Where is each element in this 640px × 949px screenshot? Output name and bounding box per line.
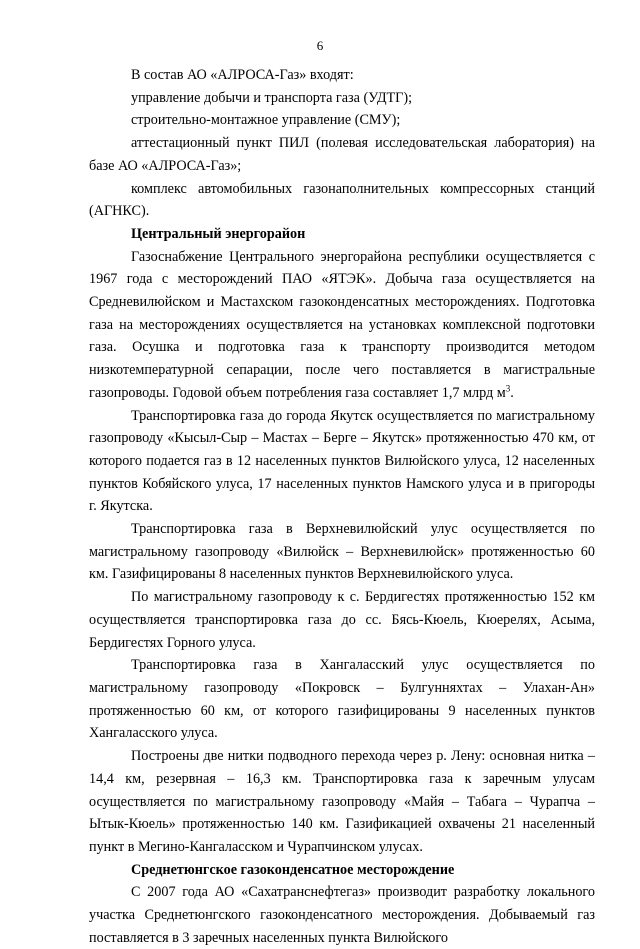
paragraph-gas-supply-end: .: [510, 384, 514, 401]
paragraph-verkhnevilyuysk: Транспортировка газа в Верхневилюйский улус осуществляется по магистральному газопроводу «Вилюйск – Верхневилюйск» протяженностью 60 км. Газифицированы 8 населенных пунктов Верхневилюйского улуса.: [89, 521, 595, 583]
section-heading-central: Центральный энергорайон: [131, 225, 306, 242]
paragraph-berdigestyakh: По магистральному газопроводу к с. Бердигестях протяженностью 152 км осуществляется транспортировка газа до сс. Бясь-Кюель, Кюерелях, Асыма, Бердигестях Горного улуса.: [89, 589, 595, 651]
document-body: [89, 64, 595, 949]
intro-title: В состав АО «АЛРОСА-Газ» входят:: [131, 67, 354, 83]
page-number: 6: [316, 38, 324, 53]
paragraph-lena-crossing: Построены две нитки подводного перехода через р. Лену: основная нитка – 14,4 км, резервная – 16,3 км. Транспортировка газа к заречным улусам осуществляется по магистральному газопроводу «Майя – Табага – Чурапча – Ытык-Кюель» протяженностью 140 км. Газификацией охвачены 21 населенный пункт в Мегино-Кангаласском и Чурапчинском улусах.: [89, 748, 595, 855]
intro-item-pil: аттестационный пункт ПИЛ (полевая исследовательская лаборатория) на базе АО «АЛРОСА-Газ»;: [89, 135, 595, 174]
paragraph-khangalassky: Транспортировка газа в Хангаласский улус осуществляется по магистральному газопроводу «Покровск – Булгунняхтах – Улахан-Ан» протяженностью 60 км, от которого газифицированы 9 населенных пунктов Хангаласского улуса.: [89, 657, 595, 742]
cubic-superscript: 3: [505, 383, 511, 394]
section-heading-srednetyungskoe: Среднетюнгское газоконденсатное месторождение: [131, 861, 455, 878]
paragraph-gas-supply-text: Газоснабжение Центрального энергорайона республики осуществляется с 1967 года с месторождений ПАО «ЯТЭК». Добыча газа осуществляется на Средневилюйском и Мастахском газоконденсатных месторождениях. Подготовка газа на месторождениях осуществляется на установках комплексной подготовки газа. Осушка и подготовка газа к транспорту производится методом низкотемпературной сепарации, после чего поставляется в магистральные газопроводы. Годовой объем потребления газа составляет 1,7 млрд м: [89, 248, 595, 401]
paragraph-yakutsk-transport: Транспортировка газа до города Якутск осуществляется по магистральному газопроводу «Кысыл-Сыр – Мастах – Берге – Якутск» протяженностью 470 км, от которого подается газ в 12 населенных пунктов Вилюйского улуса, 12 населенных пунктов Кобяйского улуса, 17 населенных пунктов Намского улуса и в пригороды г. Якутска.: [89, 407, 595, 515]
intro-item-agnks: комплекс автомобильных газонаполнительных компрессорных станций (АГНКС).: [89, 180, 595, 220]
intro-item-udtg: управление добычи и транспорта газа (УДТГ);: [131, 89, 413, 106]
intro-item-smu: строительно-монтажное управление (СМУ);: [131, 112, 401, 129]
paragraph-gas-supply: [89, 246, 595, 405]
paragraph-sakhatransneftegaz: С 2007 года АО «Сахатранснефтегаз» производит разработку локального участка Среднетюнгского газоконденсатного месторождения. Добываемый газ поставляется в 3 заречных населенных пункта Вилюйского: [89, 884, 595, 946]
